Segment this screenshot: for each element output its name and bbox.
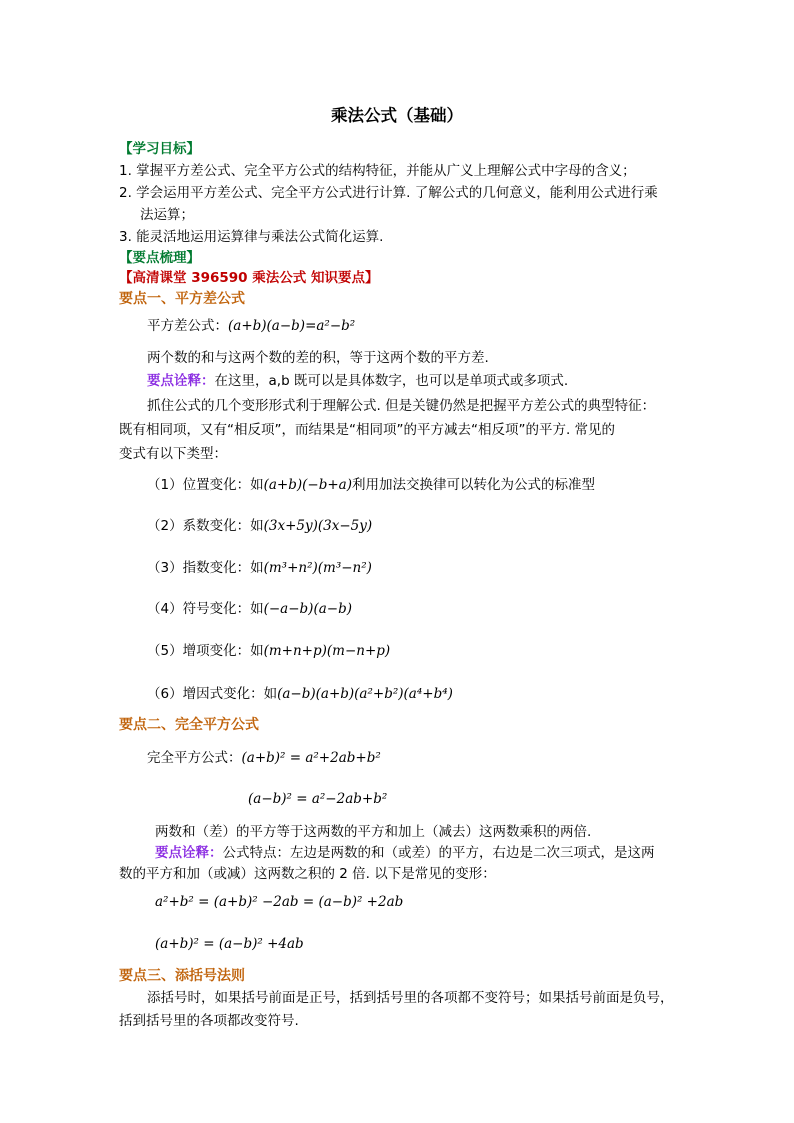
page-title: 乘法公式（基础） [331, 106, 463, 125]
variant-1 [147, 476, 595, 494]
perfect-square-diff-formula: (a−b)² = a²−2ab+b² [248, 791, 388, 807]
variant-4 [147, 600, 352, 618]
variant-expr: (3x+5y)(3x−5y) [263, 518, 373, 534]
point1-para-line-3: 变式有以下类型： [119, 446, 227, 462]
point2-note-label: 要点诠释： [155, 845, 223, 861]
variant-label: （3）指数变化：如 [147, 560, 264, 576]
perfect-square-sum-formula: (a+b)² = a²+2ab+b² [241, 750, 381, 766]
point3-line-2: 括到括号里的各项都改变符号. [119, 1013, 299, 1029]
goal-item-2-cont: 法运算； [140, 207, 194, 223]
goal-item-3: 3. 能灵活地运用运算律与乘法公式简化运算. [119, 229, 384, 245]
variant-tail: 利用加法交换律可以转化为公式的标准型 [351, 477, 595, 493]
variant-expr: (a+b)(−b+a) [263, 477, 352, 493]
variant-2 [147, 517, 372, 535]
variant-expr: (m³+n²)(m³−n²) [263, 560, 372, 576]
variant-label: （2）系数变化：如 [147, 518, 264, 534]
point1-formula-line [147, 317, 355, 335]
point1-note [147, 372, 568, 390]
point1-note-text: 在这里，a,b 既可以是具体数字，也可以是单项式或多项式. [214, 373, 569, 389]
transform-1: a²+b² = (a+b)² −2ab = (a−b)² +2ab [155, 894, 404, 910]
variant-expr: (−a−b)(a−b) [263, 601, 352, 617]
point2-heading: 要点二、完全平方公式 [119, 717, 259, 733]
point1-desc: 两个数的和与这两个数的差的积，等于这两个数的平方差. [147, 350, 489, 366]
point1-para-line-1: 抓住公式的几个变形形式利于理解公式. 但是关键仍然是把握平方差公式的典型特征： [147, 398, 656, 414]
point1-formula-label: 平方差公式： [147, 318, 228, 334]
difference-of-squares-formula: (a+b)(a−b)=a²−b² [228, 318, 356, 334]
variant-expr: (a−b)(a+b)(a²+b²)(a⁴+b⁴) [277, 686, 453, 702]
variant-expr: (m+n+p)(m−n+p) [263, 643, 391, 659]
variant-5 [147, 642, 390, 660]
points-heading: 【要点梳理】 [119, 250, 200, 266]
goals-heading: 【学习目标】 [119, 141, 200, 157]
point1-para-line-2: 既有相同项，又有“相反项”，而结果是“相同项”的平方减去“相反项”的平方. 常见的 [119, 422, 616, 438]
class-link[interactable]: 【高清课堂 396590 乘法公式 知识要点】 [119, 270, 379, 286]
point2-note-text: 公式特点：左边是两数的和（或差）的平方，右边是二次三项式，是这两 [222, 845, 655, 861]
variant-label: （5）增项变化：如 [147, 643, 264, 659]
point1-note-label: 要点诠释： [147, 373, 215, 389]
point1-heading: 要点一、平方差公式 [119, 291, 245, 307]
variant-label: （6）增因式变化：如 [147, 686, 278, 702]
transform-2: (a+b)² = (a−b)² +4ab [155, 936, 304, 952]
variant-6 [147, 685, 453, 703]
point2-desc: 两数和（差）的平方等于这两数的平方和加上（减去）这两数乘积的两倍. [155, 824, 592, 840]
point2-formula-label: 完全平方公式： [147, 750, 242, 766]
goal-item-1: 1. 掌握平方差公式、完全平方公式的结构特征，并能从广义上理解公式中字母的含义； [119, 163, 636, 179]
point2-formula-line [147, 749, 381, 767]
variant-3 [147, 559, 372, 577]
point2-note [155, 844, 655, 862]
point2-note-line2: 数的平方和加（或减）这两数之积的 2 倍. 以下是常见的变形： [119, 866, 496, 882]
point3-line-1: 添括号时，如果括号前面是正号，括到括号里的各项都不变符号；如果括号前面是负号， [147, 990, 674, 1006]
variant-label: （4）符号变化：如 [147, 601, 264, 617]
point3-heading: 要点三、添括号法则 [119, 968, 245, 984]
goal-item-2: 2. 学会运用平方差公式、完全平方公式进行计算. 了解公式的几何意义，能利用公式进行乘 [119, 185, 658, 201]
variant-label: （1）位置变化：如 [147, 477, 264, 493]
